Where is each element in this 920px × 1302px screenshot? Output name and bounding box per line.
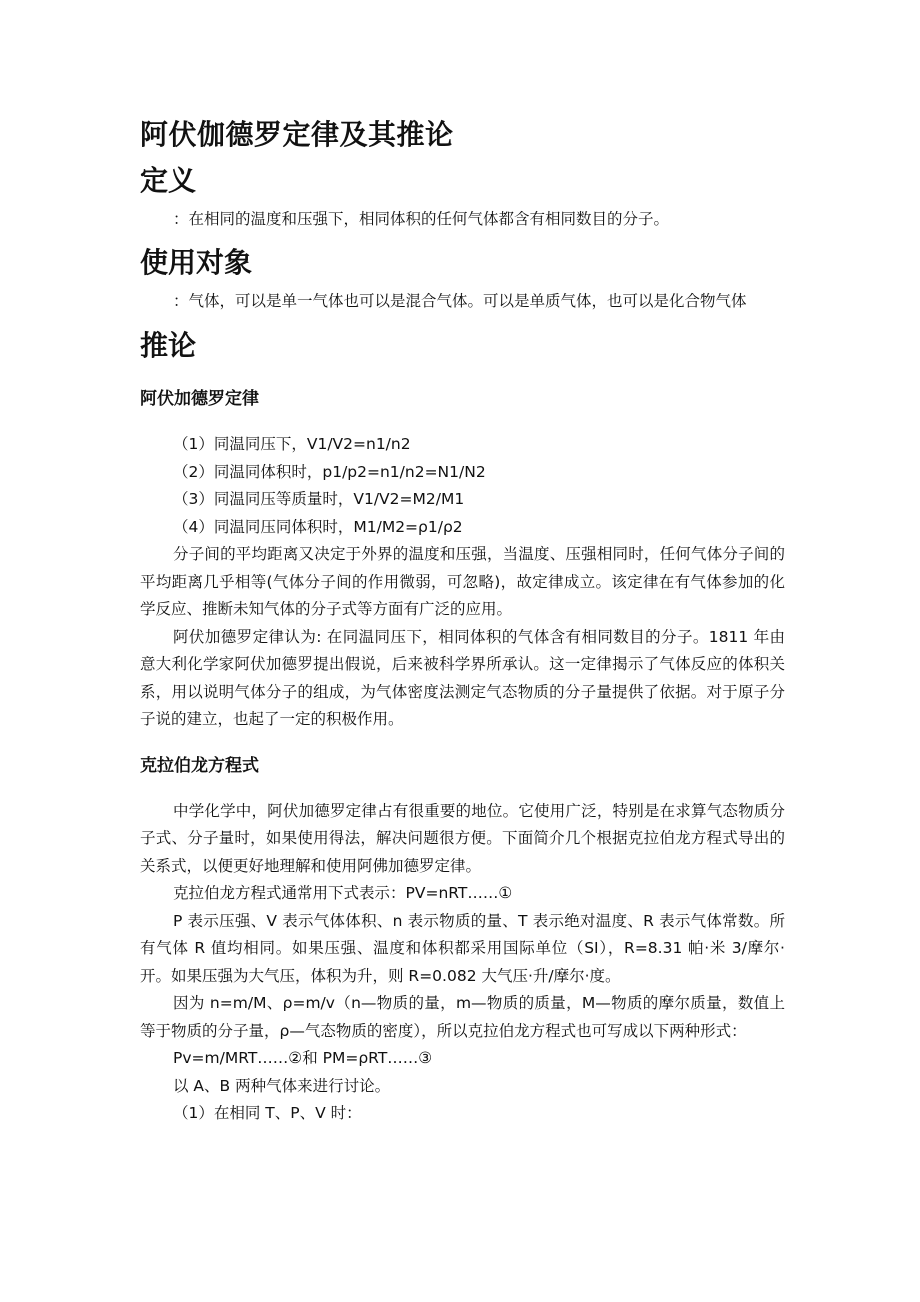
- clapeyron-paragraph-1: 中学化学中，阿伏加德罗定律占有很重要的地位。它使用广泛，特别是在求算气态物质分子式、分子量时，如果使用得法，解决问题很方便。下面简介几个根据克拉伯龙方程式导出的关系式，以便更好地理解和使用阿佛加德罗定律。: [140, 801, 785, 875]
- clapeyron-case-1: （1）在相同 T、P、V 时：: [173, 1104, 362, 1122]
- objects-text: ：气体，可以是单一气体也可以是混合气体。可以是单质气体，也可以是化合物气体: [173, 291, 747, 310]
- inference-heading: 推论: [140, 329, 197, 362]
- list-item: （1）同温同压下，V1/V2=n1/n2: [173, 435, 411, 453]
- clapeyron-paragraph-2: P 表示压强、V 表示气体体积、n 表示物质的量、T 表示绝对温度、R 表示气体常数。所有气体 R 值均相同。如果压强、温度和体积都采用国际单位（SI），R=8.31 帕·米 3/摩尔·开。如果压强为大气压，体积为升，则 R=0.082 大气压·升/摩尔·度。: [140, 911, 785, 985]
- objects-heading: 使用对象: [140, 245, 253, 279]
- list-item: （3）同温同压等质量时，V1/V2=M2/M1: [173, 490, 465, 508]
- list-item: （4）同温同压同体积时，M1/M2=ρ1/ρ2: [173, 517, 463, 536]
- avogadro-heading: 阿伏加德罗定律: [140, 389, 259, 409]
- definition-heading: 定义: [140, 164, 197, 197]
- definition-text: ：在相同的温度和压强下，相同体积的任何气体都含有相同数目的分子。: [173, 210, 670, 228]
- document-title: 阿伏伽德罗定律及其推论: [140, 118, 454, 151]
- clapeyron-paragraph-3: 因为 n=m/M、ρ=m/v（n—物质的量，m—物质的质量，M—物质的摩尔质量，数值上等于物质的分子量，ρ—气态物质的密度），所以克拉伯龙方程式也可写成以下两种形式：: [140, 994, 785, 1040]
- list-item: （2）同温同体积时，p1/p2=n1/n2=N1/N2: [173, 462, 486, 481]
- clapeyron-equation-1: 克拉伯龙方程式通常用下式表示：PV=nRT……①: [173, 884, 513, 902]
- clapeyron-heading: 克拉伯龙方程式: [140, 755, 259, 776]
- clapeyron-equation-2: Pv=m/MRT……②和 PM=ρRT……③: [173, 1049, 433, 1067]
- avogadro-list: [140, 431, 785, 541]
- avogadro-paragraph-2: 阿伏加德罗定律认为: 在同温同压下，相同体积的气体含有相同数目的分子。1811 年由意大利化学家阿伏加德罗提出假说，后来被科学界所承认。这一定律揭示了气体反应的体积关系，用以说明气体分子的组成，为气体密度法测定气态物质的分子量提供了依据。对于原子分子说的建立，也起了一定的积极作用。: [140, 627, 785, 728]
- clapeyron-paragraph-4: 以 A、B 两种气体来进行讨论。: [173, 1076, 391, 1095]
- avogadro-paragraph-1: 分子间的平均距离又决定于外界的温度和压强，当温度、压强相同时，任何气体分子间的平均距离几乎相等(气体分子间的作用微弱，可忽略)，故定律成立。该定律在有气体参加的化学反应、推断未知气体的分子式等方面有广泛的应用。: [140, 545, 785, 618]
- document-page: [140, 112, 785, 1128]
